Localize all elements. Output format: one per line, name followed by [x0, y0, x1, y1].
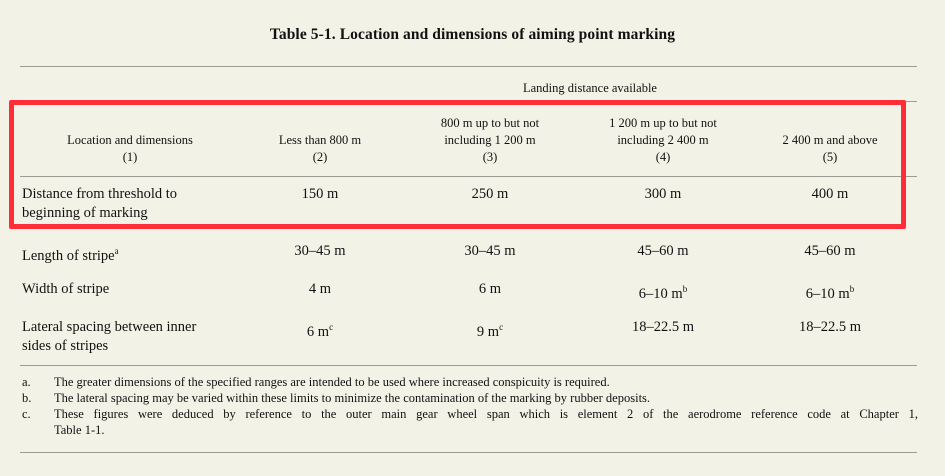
- cell-spacing-col2: [245, 318, 395, 342]
- footnote-key: c.: [22, 407, 31, 421]
- footnote-b: [22, 391, 922, 406]
- footnote-ref: a: [114, 246, 119, 256]
- cell-spacing-col3: [415, 318, 565, 342]
- footnote-ref: b: [682, 284, 688, 294]
- footnote-text: The greater dimensions of the specified ranges are intended to be used where increased conspicuity is required.: [54, 375, 610, 389]
- cell-width-col3: 6 m: [478, 281, 502, 297]
- footnote-key: b.: [22, 391, 32, 405]
- cell-length-col4: 45–60 m: [637, 243, 689, 259]
- cell-value: 9 m: [476, 323, 500, 340]
- cell-length-col3: 30–45 m: [464, 243, 516, 259]
- cell-width-col2: 4 m: [308, 281, 332, 297]
- cell-width-col4: [583, 280, 743, 304]
- highlight-box: [9, 100, 906, 229]
- footnote-a: [22, 375, 922, 390]
- header-line: Location and dimensions: [67, 133, 193, 147]
- footnote-text: These figures were deduced by reference to the outer main gear wheel span which is element 2 of the aerodrome reference code at Chapter 1,: [54, 407, 918, 421]
- footnote-key: a.: [22, 375, 31, 389]
- cell-spacing-col5: 18–22.5 m: [798, 319, 862, 335]
- row-label-width-of-stripe: Width of stripe: [22, 281, 110, 297]
- cell-distance-col4: 300 m: [644, 186, 682, 202]
- footnote-text: The lateral spacing may be varied within these limits to minimize the contamination of the marking by rubber deposits.: [54, 391, 651, 405]
- cell-width-col5: [755, 280, 905, 304]
- header-line: 800 m up to but not: [440, 116, 540, 130]
- cell-value: 6–10 m: [805, 285, 850, 302]
- cell-length-col5: 45–60 m: [804, 243, 856, 259]
- cell-distance-col2: 150 m: [301, 186, 339, 202]
- bottom-rule: [20, 452, 917, 453]
- header-line: 2 400 m and above: [782, 133, 878, 147]
- row-label-line: Distance from threshold to: [22, 186, 178, 202]
- row-label-line: beginning of marking: [22, 205, 148, 221]
- header-number: (3): [482, 150, 498, 164]
- cell-spacing-col4: 18–22.5 m: [631, 319, 695, 335]
- footnote-ref: c: [499, 322, 504, 332]
- cell-distance-col5: 400 m: [811, 186, 849, 202]
- cell-distance-col3: 250 m: [471, 186, 509, 202]
- header-line: including 1 200 m: [444, 133, 536, 147]
- header-line: including 2 400 m: [617, 133, 709, 147]
- header-number: (2): [312, 150, 328, 164]
- row-label-lateral-spacing: [22, 318, 252, 356]
- table-title: Table 5-1. Location and dimensions of aiming point marking: [269, 26, 676, 43]
- row-label-line: Lateral spacing between inner: [22, 319, 197, 335]
- cell-value: 6 m: [306, 323, 330, 340]
- group-header: Landing distance available: [523, 81, 657, 95]
- footnote-ref: b: [849, 284, 855, 294]
- top-rule: [20, 66, 917, 67]
- body-bottom-rule: [20, 365, 917, 366]
- footnote-c: [22, 407, 922, 439]
- row-label-length-of-stripe: [22, 242, 252, 266]
- footnote-ref: c: [329, 322, 334, 332]
- row-label-line: sides of stripes: [22, 338, 109, 354]
- header-line: 1 200 m up to but not: [609, 116, 717, 130]
- header-number: (4): [655, 150, 671, 164]
- header-number: (1): [122, 150, 138, 164]
- cell-value: 6–10 m: [638, 285, 683, 302]
- cell-length-col2: 30–45 m: [294, 243, 346, 259]
- header-line: Less than 800 m: [278, 133, 362, 147]
- header-number: (5): [822, 150, 838, 164]
- row-label-line: Length of stripe: [22, 247, 115, 264]
- footnote-text-continued: Table 1-1.: [54, 423, 105, 437]
